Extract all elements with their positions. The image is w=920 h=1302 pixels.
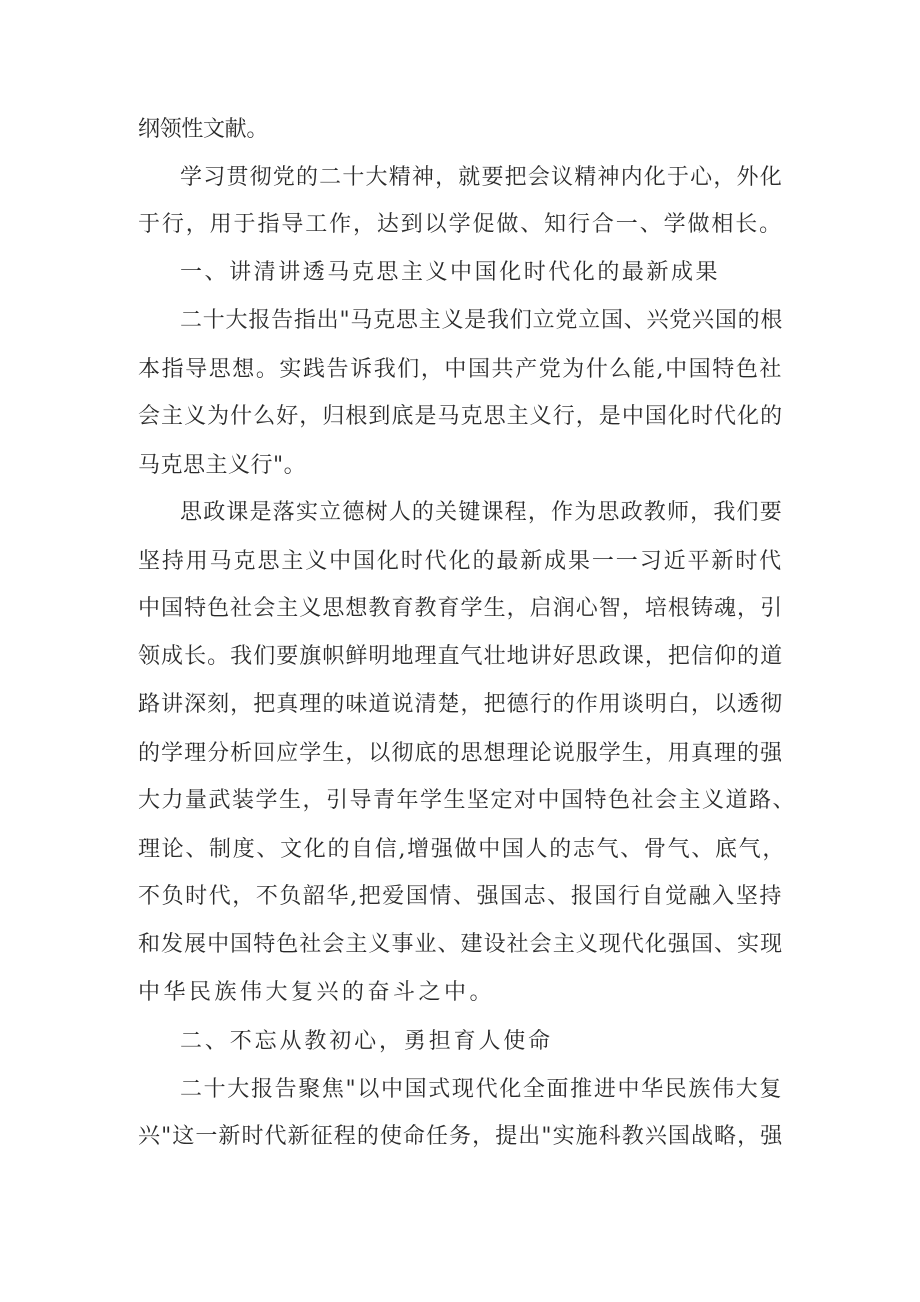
text-line: 路讲深刻，把真理的味道说清楚，把德行的作用谈明白，以透彻 <box>138 692 784 717</box>
text-line: 马克思主义行"。 <box>138 453 307 478</box>
text-line: 大力量武装学生，引导青年学生坚定对中国特色社会主义道路、 <box>138 788 797 813</box>
text-line: 二十大报告指出"马克思主义是我们立党立国、兴党兴国的根 <box>180 308 784 333</box>
text-line: 和发展中国特色社会主义事业、建设社会主义现代化强国、实现 <box>138 932 784 957</box>
text-line: 本指导思想。实践告诉我们，中国共产党为什么能,中国特色社 <box>138 357 783 382</box>
text-line: 纲领性文献。 <box>138 117 269 142</box>
text-line: 不负时代，不负韶华,把爱国情、强国志、报国行自觉融入坚持 <box>138 884 783 909</box>
text-line: 领成长。我们要旗帜鲜明地理直气壮地讲好思政课，把信仰的道 <box>138 644 784 669</box>
text-line: 二十大报告聚焦"以中国式现代化全面推进中华民族伟大复 <box>180 1077 784 1102</box>
text-line: 二、不忘从教初心，勇担育人使命 <box>180 1029 554 1054</box>
text-line: 一、讲清讲透马克思主义中国化时代化的最新成果 <box>180 260 721 285</box>
text-line: 坚持用马克思主义中国化时代化的最新成果一一习近平新时代 <box>138 549 784 574</box>
text-line: 中华民族伟大复兴的奋斗之中。 <box>138 980 496 1005</box>
text-line: 理论、制度、文化的自信,增强做中国人的志气、骨气、底气， <box>138 837 787 862</box>
text-line: 会主义为什么好，归根到底是马克思主义行，是中国化时代化的 <box>138 404 784 429</box>
text-line: 于行，用于指导工作，达到以学促做、知行合一、学做相长。 <box>138 212 784 237</box>
text-line: 的学理分析回应学生，以彻底的思想理论说服学生，用真理的强 <box>138 741 784 766</box>
text-line: 思政课是落实立德树人的关键课程，作为思政教师，我们要 <box>180 500 783 525</box>
text-line: 中国特色社会主义思想教育教育学生，启润心智，培根铸魂，引 <box>138 596 784 621</box>
text-line: 学习贯彻党的二十大精神，就要把会议精神内化于心，外化 <box>180 165 783 190</box>
text-line: 兴"这一新时代新征程的使命任务，提出"实施科教兴国战略，强 <box>138 1124 784 1149</box>
